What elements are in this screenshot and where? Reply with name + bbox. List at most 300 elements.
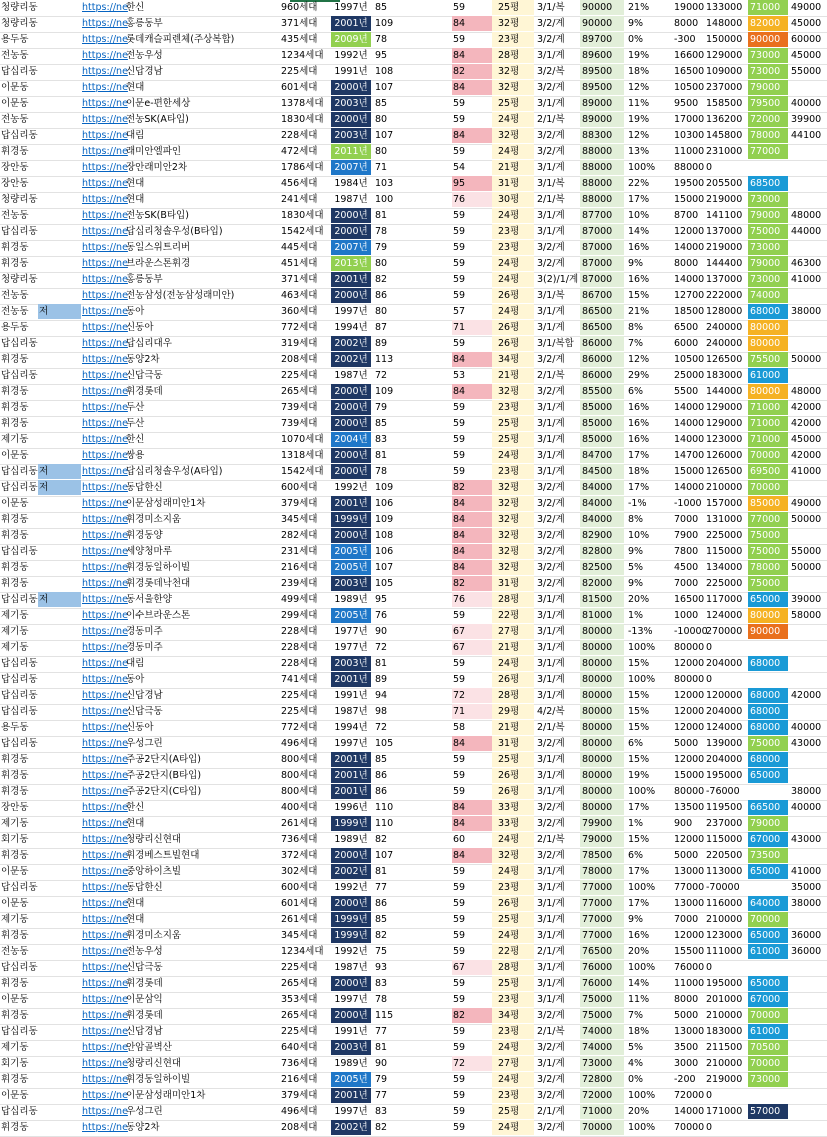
cell-pyeong: 24평 (492, 208, 534, 223)
cell-area-exclusive: 59 (453, 674, 466, 685)
table-row[interactable] (0, 16, 827, 33)
cell-complex: 한신 (126, 802, 145, 813)
table-row[interactable] (0, 864, 827, 881)
table-row[interactable] (0, 976, 827, 993)
cell-link[interactable]: https://ne (82, 722, 128, 733)
cell-link[interactable]: https://ne (82, 66, 128, 77)
table-row[interactable] (0, 80, 827, 97)
table-row[interactable] (0, 848, 827, 865)
cell-flag (38, 544, 81, 559)
cell-flag (38, 608, 81, 623)
table-row[interactable] (0, 928, 827, 945)
cell-area-supply: 75 (375, 946, 388, 957)
cell-complex: 청량리신현대 (126, 834, 182, 845)
cell-households: 379세대 (281, 498, 318, 509)
cell-dong: 휘경동 (1, 562, 29, 573)
table-row[interactable] (0, 912, 827, 929)
table-row[interactable] (0, 0, 827, 17)
cell-wolse (790, 656, 827, 671)
cell-complex: 우성그린 (126, 738, 163, 749)
cell-link[interactable]: https://ne (82, 610, 128, 621)
cell-wolse (790, 368, 827, 383)
cell-area-exclusive: 76 (452, 592, 492, 607)
cell-link[interactable]: https://ne (82, 754, 128, 765)
table-row[interactable] (0, 1056, 827, 1073)
cell-price: 78000 (580, 864, 624, 879)
table-row[interactable] (0, 576, 827, 593)
cell-link[interactable]: https://ne (82, 370, 128, 381)
cell-year: 2000년 (331, 208, 371, 223)
cell-link[interactable]: https://ne (82, 706, 128, 717)
cell-jeonse: 79000 (748, 80, 788, 95)
cell-households: 261세대 (281, 914, 318, 925)
table-row[interactable] (0, 432, 827, 449)
cell-area-exclusive: 82 (452, 480, 492, 495)
table-row[interactable] (0, 752, 827, 769)
cell-area-supply: 115 (375, 1010, 394, 1021)
cell-jeonse: 90000 (748, 624, 788, 639)
table-row[interactable] (0, 1008, 827, 1025)
table-row[interactable] (0, 1072, 827, 1089)
cell-complex: 현대 (126, 898, 145, 909)
cell-dong: 답십리동 (1, 1026, 38, 1037)
table-row[interactable] (0, 960, 827, 977)
cell-link[interactable]: https://ne (82, 866, 128, 877)
cell-link[interactable]: https://ne (82, 402, 128, 413)
cell-room-bath: 3/1/계 (537, 898, 565, 909)
cell-gap: 88000 (674, 162, 705, 173)
table-row[interactable] (0, 512, 827, 529)
cell-year: 1999년 (331, 512, 371, 527)
cell-pyeong: 26평 (492, 784, 534, 799)
cell-area-supply: 72 (375, 642, 388, 653)
cell-price: 84000 (580, 496, 624, 511)
cell-gap: -200 (674, 1074, 696, 1085)
cell-area-supply: 89 (375, 338, 388, 349)
table-row[interactable] (0, 624, 827, 641)
table-row[interactable] (0, 784, 827, 801)
table-row[interactable] (0, 880, 827, 897)
cell-pyeong: 23평 (492, 400, 534, 415)
table-row[interactable] (0, 96, 827, 113)
table-row[interactable] (0, 288, 827, 305)
table-row[interactable] (0, 608, 827, 625)
cell-link[interactable]: https://ne (82, 34, 128, 45)
cell-dong: 답십리동 (1, 962, 38, 973)
table-row[interactable] (0, 352, 827, 369)
table-row[interactable] (0, 560, 827, 577)
cell-price: 77000 (580, 912, 624, 927)
cell-pyeong: 32평 (492, 528, 534, 543)
cell-area-supply: 71 (375, 162, 388, 173)
table-row[interactable] (0, 720, 827, 737)
cell-pyeong: 32평 (492, 544, 534, 559)
cell-pyeong: 31평 (492, 576, 534, 591)
cell-change: 126500 (706, 354, 743, 365)
cell-jeonse: 70000 (748, 448, 788, 463)
cell-flag (38, 624, 81, 639)
cell-pyeong: 23평 (492, 880, 534, 895)
cell-area-supply: 81 (375, 866, 388, 877)
cell-link[interactable]: https://ne (82, 882, 128, 893)
cell-room-bath: 3/1/계 (537, 450, 565, 461)
cell-gap: 12000 (674, 834, 705, 845)
table-row[interactable] (0, 1040, 827, 1057)
cell-pyeong: 23평 (492, 464, 534, 479)
cell-complex: 대림 (126, 658, 145, 669)
cell-complex: 휘경미소지움 (126, 930, 182, 941)
cell-ratio: 18% (628, 66, 650, 77)
table-row[interactable] (0, 704, 827, 721)
cell-link[interactable]: https://ne (82, 146, 128, 157)
cell-flag (38, 1008, 81, 1023)
cell-flag (38, 656, 81, 671)
cell-year: 1991년 (334, 1026, 368, 1037)
cell-room-bath: 2/1/계 (537, 946, 565, 957)
cell-link[interactable]: https://ne (82, 450, 128, 461)
cell-ratio: 17% (628, 482, 650, 493)
cell-area-supply: 109 (375, 18, 394, 29)
table-row[interactable] (0, 224, 827, 241)
cell-link[interactable]: https://ne (82, 434, 128, 445)
table-row[interactable] (0, 592, 827, 609)
table-row[interactable] (0, 400, 827, 417)
table-row[interactable] (0, 832, 827, 849)
cell-area-exclusive: 59 (453, 914, 466, 925)
cell-area-supply: 100 (375, 194, 394, 205)
cell-room-bath: 3/1/계 (537, 322, 565, 333)
cell-complex: 휘경베스트빌현대 (126, 850, 200, 861)
cell-jeonse: 79000 (748, 256, 788, 271)
cell-link[interactable]: https://ne (82, 258, 128, 269)
cell-pyeong: 26평 (492, 320, 534, 335)
cell-gap: 16500 (674, 66, 705, 77)
cell-room-bath: 2/1/복 (537, 194, 565, 205)
cell-year: 1992년 (334, 50, 368, 61)
cell-area-exclusive: 60 (453, 834, 466, 845)
table-row[interactable] (0, 640, 827, 657)
table-row[interactable] (0, 688, 827, 705)
table-row[interactable] (0, 256, 827, 273)
cell-room-bath: 3/1/계 (537, 914, 565, 925)
cell-dong: 청량리동 (1, 2, 38, 13)
table-row[interactable] (0, 176, 827, 193)
cell-ratio: 9% (628, 18, 644, 29)
cell-price: 89500 (580, 80, 624, 95)
cell-link[interactable]: https://ne (82, 1058, 128, 1069)
table-row[interactable] (0, 1120, 827, 1137)
cell-dong: 답십리동 (1, 1106, 38, 1117)
cell-link[interactable]: https://ne (82, 50, 128, 61)
cell-pyeong: 22평 (492, 944, 534, 959)
cell-gap: 70000 (674, 1122, 705, 1133)
cell-area-supply: 80 (375, 114, 388, 125)
cell-ratio: 22% (628, 178, 650, 189)
cell-jeonse: 67000 (748, 992, 788, 1007)
cell-households: 371세대 (281, 18, 318, 29)
cell-households: 299세대 (281, 610, 318, 621)
cell-area-exclusive: 59 (453, 754, 466, 765)
cell-link[interactable]: https://ne (82, 98, 128, 109)
cell-link[interactable]: https://ne (82, 466, 128, 477)
cell-area-supply: 72 (375, 370, 388, 381)
cell-jeonse: 77000 (748, 512, 788, 527)
cell-price: 80000 (580, 736, 624, 751)
table-row[interactable] (0, 144, 827, 161)
cell-price: 85000 (580, 432, 624, 447)
table-row[interactable] (0, 1104, 827, 1121)
cell-link[interactable]: https://ne (82, 290, 128, 301)
table-row[interactable] (0, 208, 827, 225)
cell-link[interactable]: https://ne (82, 1026, 128, 1037)
table-row[interactable] (0, 64, 827, 81)
cell-link[interactable]: https://ne (82, 578, 128, 589)
cell-link[interactable]: https://ne (82, 930, 128, 941)
table-row[interactable] (0, 32, 827, 49)
cell-link[interactable]: https://ne (82, 786, 128, 797)
table-row[interactable] (0, 48, 827, 65)
cell-jeonse: 80000 (748, 384, 788, 399)
cell-jeonse: 57000 (748, 1104, 788, 1119)
cell-link[interactable]: https://ne (82, 546, 128, 557)
cell-complex: 우성그린 (126, 1106, 163, 1117)
cell-link[interactable]: https://ne (82, 226, 128, 237)
cell-flag (38, 976, 81, 991)
cell-link[interactable]: https://ne (82, 946, 128, 957)
cell-link[interactable]: https://ne (82, 562, 128, 573)
table-row[interactable] (0, 528, 827, 545)
cell-year: 2001년 (331, 496, 371, 511)
cell-room-bath: 3/2/계 (537, 354, 565, 365)
cell-link[interactable]: https://ne (82, 802, 128, 813)
cell-gap: 11000 (674, 978, 705, 989)
cell-link[interactable]: https://ne (82, 418, 128, 429)
cell-link[interactable]: https://ne (82, 162, 128, 173)
cell-room-bath: 3/2/계 (537, 850, 565, 861)
cell-link[interactable]: https://ne (82, 306, 128, 317)
table-row[interactable] (0, 736, 827, 753)
table-row[interactable] (0, 464, 827, 481)
cell-link[interactable]: https://ne (82, 994, 128, 1005)
cell-link[interactable]: https://ne (82, 530, 128, 541)
cell-year: 2002년 (331, 336, 371, 351)
cell-link[interactable]: https://ne (82, 274, 128, 285)
cell-room-bath: 3/1/복 (537, 178, 565, 189)
table-row[interactable] (0, 1024, 827, 1041)
cell-link[interactable]: https://ne (82, 130, 128, 141)
cell-link[interactable]: https://ne (82, 978, 128, 989)
cell-link[interactable]: https://ne (82, 322, 128, 333)
table-row[interactable] (0, 304, 827, 321)
cell-pyeong: 24평 (492, 832, 534, 847)
cell-link[interactable]: https://ne (82, 642, 128, 653)
table-row[interactable] (0, 896, 827, 913)
cell-price: 80000 (580, 752, 624, 767)
cell-price: 80000 (580, 688, 624, 703)
table-row[interactable] (0, 240, 827, 257)
table-row[interactable] (0, 448, 827, 465)
table-row[interactable] (0, 112, 827, 129)
cell-price: 80000 (580, 672, 624, 687)
cell-link[interactable]: https://ne (82, 1090, 128, 1101)
cell-link[interactable]: https://ne (82, 2, 128, 13)
cell-flag (38, 640, 81, 655)
cell-room-bath: 3/2/계 (537, 818, 565, 829)
cell-room-bath: 3/2/계 (537, 1010, 565, 1021)
cell-area-supply: 93 (375, 962, 388, 973)
cell-pyeong: 32평 (492, 64, 534, 79)
cell-dong: 제기동 (1, 818, 29, 829)
cell-wolse: 44000 (791, 226, 822, 237)
table-row[interactable] (0, 384, 827, 401)
table-row[interactable] (0, 656, 827, 673)
table-row[interactable] (0, 272, 827, 289)
cell-link[interactable]: https://ne (82, 818, 128, 829)
cell-link[interactable]: https://ne (82, 498, 128, 509)
table-row[interactable] (0, 416, 827, 433)
cell-change: 219000 (706, 242, 743, 253)
cell-change: 225000 (706, 530, 743, 541)
cell-pyeong: 25평 (492, 0, 534, 15)
cell-ratio: 16% (628, 930, 650, 941)
cell-area-exclusive: 59 (453, 994, 466, 1005)
cell-pyeong: 33평 (492, 800, 534, 815)
cell-wolse: 40000 (791, 722, 822, 733)
cell-link[interactable]: https://ne (82, 658, 128, 669)
cell-link[interactable]: https://ne (82, 962, 128, 973)
cell-ratio: 19% (628, 114, 650, 125)
cell-link[interactable]: https://ne (82, 354, 128, 365)
cell-pyeong: 29평 (492, 704, 534, 719)
cell-ratio: 17% (628, 802, 650, 813)
cell-price: 81500 (580, 592, 624, 607)
cell-households: 228세대 (281, 626, 318, 637)
cell-room-bath: 3/2/계 (537, 546, 565, 557)
table-row[interactable] (0, 320, 827, 337)
cell-link[interactable]: https://ne (82, 770, 128, 781)
cell-wolse (790, 80, 827, 95)
cell-link[interactable]: https://ne (82, 338, 128, 349)
cell-link[interactable]: https://ne (82, 898, 128, 909)
cell-area-exclusive: 72 (452, 1056, 492, 1071)
cell-link[interactable]: https://ne (82, 914, 128, 925)
cell-link[interactable]: https://ne (82, 82, 128, 93)
table-row[interactable] (0, 944, 827, 961)
cell-ratio: 9% (628, 546, 644, 557)
cell-pyeong: 32평 (492, 512, 534, 527)
cell-dong: 답십리동 (1, 466, 38, 477)
cell-link[interactable]: https://ne (82, 514, 128, 525)
cell-ratio: 12% (628, 354, 650, 365)
table-row[interactable] (0, 800, 827, 817)
cell-wolse (790, 176, 827, 191)
cell-link[interactable]: https://ne (82, 242, 128, 253)
cell-link[interactable]: https://ne (82, 1010, 128, 1021)
table-row[interactable] (0, 336, 827, 353)
cell-households: 225세대 (281, 1026, 318, 1037)
table-row[interactable] (0, 192, 827, 209)
cell-gap: 10300 (674, 130, 705, 141)
cell-link[interactable]: https://ne (82, 834, 128, 845)
cell-complex: 신동아 (126, 722, 154, 733)
cell-jeonse: 74000 (748, 288, 788, 303)
cell-link[interactable]: https://ne (82, 1106, 128, 1117)
cell-link[interactable]: https://ne (82, 114, 128, 125)
cell-jeonse: 65000 (748, 592, 788, 607)
table-row[interactable] (0, 1088, 827, 1105)
table-row[interactable] (0, 768, 827, 785)
cell-link[interactable]: https://ne (82, 850, 128, 861)
cell-complex: 주공2단지(A타입) (126, 754, 202, 765)
cell-pyeong: 34평 (492, 352, 534, 367)
table-row[interactable] (0, 496, 827, 513)
cell-link[interactable]: https://ne (82, 626, 128, 637)
cell-complex: 현대 (126, 818, 145, 829)
table-row[interactable] (0, 816, 827, 833)
cell-ratio: 100% (628, 786, 656, 797)
cell-area-exclusive: 84 (452, 512, 492, 527)
table-row[interactable] (0, 480, 827, 497)
cell-jeonse (748, 880, 788, 895)
cell-households: 1318세대 (281, 450, 324, 461)
cell-area-exclusive: 84 (452, 496, 492, 511)
table-row[interactable] (0, 544, 827, 561)
table-row[interactable] (0, 672, 827, 689)
cell-flag (38, 784, 81, 799)
cell-households: 1830세대 (281, 114, 324, 125)
table-row[interactable] (0, 128, 827, 145)
cell-link[interactable]: https://ne (82, 482, 128, 493)
cell-ratio: 15% (628, 690, 650, 701)
cell-link[interactable]: https://ne (82, 690, 128, 701)
table-row[interactable] (0, 160, 827, 177)
cell-link[interactable]: https://ne (82, 194, 128, 205)
cell-year: 1997년 (334, 1106, 368, 1117)
cell-price: 89000 (580, 112, 624, 127)
cell-link[interactable]: https://ne (82, 738, 128, 749)
cell-link[interactable]: https://ne (82, 386, 128, 397)
cell-link[interactable]: https://ne (82, 178, 128, 189)
cell-dong: 이문동 (1, 898, 29, 909)
cell-area-supply: 86 (375, 898, 388, 909)
cell-year: 1987년 (334, 962, 368, 973)
cell-link[interactable]: https://ne (82, 210, 128, 221)
cell-year: 1984년 (334, 178, 368, 189)
cell-link[interactable]: https://ne (82, 594, 128, 605)
cell-flag (38, 560, 81, 575)
cell-households: 371세대 (281, 274, 318, 285)
cell-link[interactable]: https://ne (82, 1074, 128, 1085)
cell-area-supply: 78 (375, 994, 388, 1005)
cell-area-exclusive: 59 (453, 610, 466, 621)
cell-complex: 휘경롯데 (126, 978, 163, 989)
cell-households: 241세대 (281, 194, 318, 205)
cell-flag (38, 1040, 81, 1055)
cell-area-exclusive: 59 (453, 290, 466, 301)
cell-complex: 신답극동 (126, 370, 163, 381)
table-row[interactable] (0, 368, 827, 385)
cell-gap: 3500 (674, 1042, 699, 1053)
cell-link[interactable]: https://ne (82, 1042, 128, 1053)
cell-flag (38, 224, 81, 239)
cell-link[interactable]: https://ne (82, 674, 128, 685)
cell-flag: 저 (38, 464, 81, 479)
cell-pyeong: 32평 (492, 848, 534, 863)
cell-pyeong: 26평 (492, 672, 534, 687)
cell-link[interactable]: https://ne (82, 1122, 128, 1133)
table-row[interactable] (0, 992, 827, 1009)
cell-link[interactable]: https://ne (82, 18, 128, 29)
